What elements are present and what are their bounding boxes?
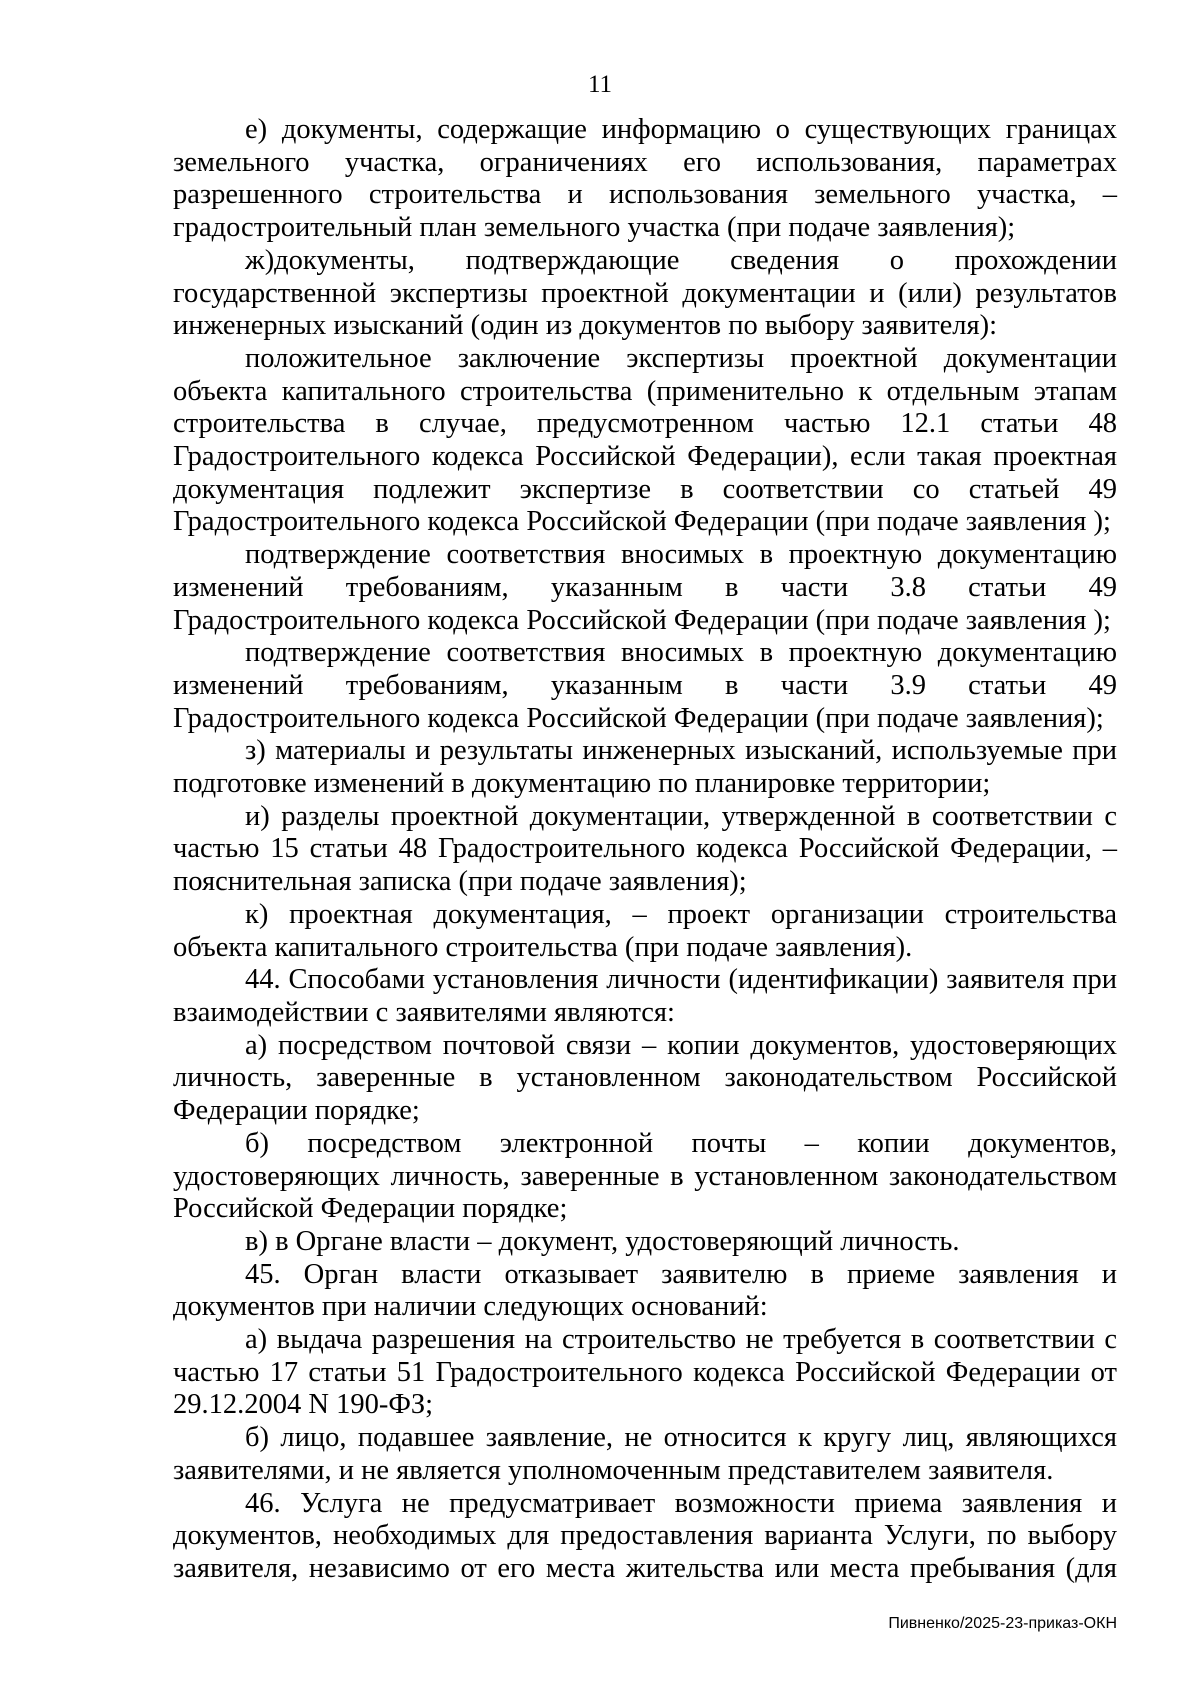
document-code-footer: Пивненко/2025-23-приказ-ОКН: [888, 1615, 1117, 1632]
paragraph-z-survey-materials: з) материалы и результаты инженерных изысканий, используемые при подготовке изменений в документацию по планировке территории;: [173, 735, 1117, 800]
paragraph-45b-not-applicant: б) лицо, подавшее заявление, не относится к кругу лиц, являющихся заявителями, и не является уполномоченным представителем заявителя.: [173, 1422, 1117, 1486]
paragraph-44a-postal: а) посредством почтовой связи – копии документов, удостоверяющих личность, заверенные в установленном законодательством Российской Федерации порядке;: [173, 1029, 1117, 1127]
document-body: [173, 114, 1117, 1586]
paragraph-e-urban-plan: е) документы, содержащие информацию о существующих границах земельного участка, ограничениях его использования, параметрах разрешенного строительства и использования земельного участка, – градостроительный план земельного участка (при подаче заявления);: [173, 114, 1117, 244]
paragraph-44b-email: б) посредством электронной почты – копии документов, удостоверяющих личность, заверенные в установленном законодательством Российской Федерации порядке;: [173, 1127, 1117, 1225]
paragraph-45-refusal: 45. Орган власти отказывает заявителю в приеме заявления и документов при наличии следующих оснований:: [173, 1258, 1117, 1323]
paragraph-45a-not-required: а) выдача разрешения на строительство не требуется в соответствии с частью 17 статьи 51 Градостроительного кодекса Российской Федерации от 29.12.2004 N 190-ФЗ;: [173, 1324, 1117, 1421]
page-number: 11: [587, 71, 613, 98]
paragraph-confirmation-3-9: подтверждение соответствия вносимых в проектную документацию изменений требованиям, указанным в части 3.9 статьи 49 Градостроительного кодекса Российской Федерации (при подаче заявления);: [173, 637, 1117, 734]
paragraph-i-project-sections: и) разделы проектной документации, утвержденной в соответствии с частью 15 статьи 48 Градостроительного кодекса Российской Федерации, – пояснительная записка (при подаче заявления);: [173, 800, 1117, 898]
paragraph-k-project-docs: к) проектная документация, – проект организации строительства объекта капитального строительства (при подаче заявления).: [173, 898, 1117, 963]
paragraph-46-extraterritorial: 46. Услуга не предусматривает возможности приема заявления и документов, необходимых для предоставления варианта Услуги, по выбору заявителя, независимо от его места жительства или места пребывания (для: [173, 1487, 1117, 1584]
paragraph-zh-expertise-docs: ж)документы, подтверждающие сведения о прохождении государственной экспертизы проектной документации и (или) результатов инженерных изысканий (один из документов по выбору заявителя):: [173, 244, 1117, 342]
paragraph-confirmation-3-8: подтверждение соответствия вносимых в проектную документацию изменений требованиям, указанным в части 3.8 статьи 49 Градостроительного кодекса Российской Федерации (при подаче заявления );: [173, 539, 1117, 636]
paragraph-positive-conclusion: положительное заключение экспертизы проектной документации объекта капитального строительства (применительно к отдельным этапам строительства в случае, предусмотренном частью 12.1 статьи 48 Градостроительного кодекса Российской Федерации), если такая проектная документация подлежит экспертизе в соответствии со статьей 49 Градостроительного кодекса Российской Федерации (при подаче заявления );: [173, 342, 1117, 538]
paragraph-44-identification: 44. Способами установления личности (идентификации) заявителя при взаимодействии с заявителями являются:: [173, 964, 1117, 1028]
paragraph-44v-in-person: в) в Органе власти – документ, удостоверяющий личность.: [245, 1225, 960, 1257]
